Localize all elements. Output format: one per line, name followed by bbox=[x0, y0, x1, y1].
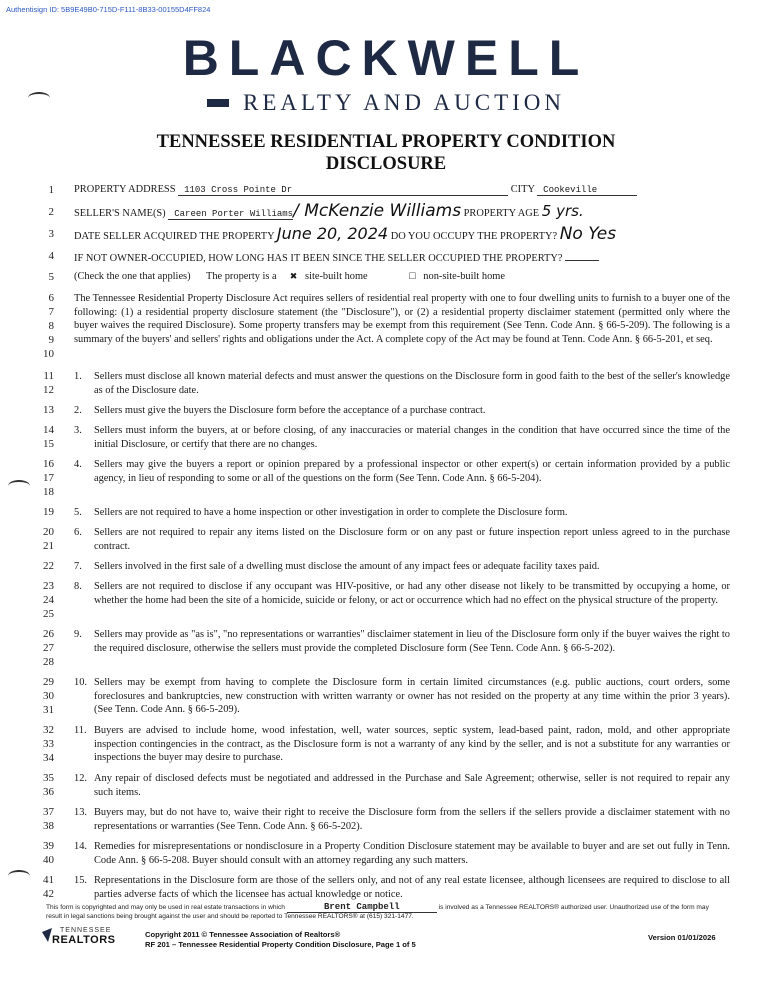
item-text: Buyers are advised to include home, wood infestation, well, water sources, septic system, lead-based paint, radon, mold, and other appropriate inspection contingencies in the contract, as the Disclosure form is not a warranty of any kind by the seller, and is not a substitute for any warranties or inspections the buyer may desire to purchase. bbox=[94, 725, 730, 764]
line-number: 30 bbox=[43, 690, 54, 702]
copyright-notice bbox=[46, 903, 726, 921]
date-acquired-row bbox=[74, 224, 616, 244]
tennessee-realtors-logo bbox=[44, 927, 116, 946]
property-address-field[interactable]: 1103 Cross Pointe Dr bbox=[178, 185, 508, 196]
item-number: 13. bbox=[74, 807, 87, 818]
owner-occupied-row bbox=[74, 250, 599, 264]
list-item bbox=[74, 506, 730, 520]
property-type-row bbox=[74, 271, 505, 282]
line-number: 40 bbox=[43, 854, 54, 866]
line-number: 19 bbox=[43, 506, 54, 518]
line-number: 18 bbox=[43, 486, 54, 498]
line-number: 13 bbox=[43, 404, 54, 416]
copyright-line: Copyright 2011 © Tennessee Association of Realtors® bbox=[145, 930, 341, 939]
line-number: 8 bbox=[48, 320, 54, 332]
item-number: 1. bbox=[74, 371, 82, 382]
line-number: 4 bbox=[48, 250, 54, 262]
hole-punch-mark-icon bbox=[8, 870, 30, 882]
line-number: 39 bbox=[43, 840, 54, 852]
line-number: 12 bbox=[43, 384, 54, 396]
site-built-checkbox[interactable]: ✖ bbox=[289, 271, 298, 281]
list-item bbox=[74, 724, 730, 765]
line-number: 6 bbox=[48, 292, 54, 304]
occupy-field[interactable]: No Yes bbox=[559, 224, 617, 244]
property-age-field[interactable]: 5 yrs. bbox=[541, 202, 584, 220]
line-number: 2 bbox=[48, 206, 54, 218]
item-text: Sellers involved in the first sale of a dwelling must disclose the amount of any impact fees or adequate facility taxes paid. bbox=[94, 561, 600, 572]
item-text: Sellers are not required to repair any items listed on the Disclosure form or on any past or future inspection report unless agreed to in the purchase contract. bbox=[94, 527, 730, 552]
owner-occupied-label: IF NOT OWNER-OCCUPIED, HOW LONG HAS IT BEEN SINCE THE SELLER OCCUPIED THE PROPERTY? bbox=[74, 253, 563, 264]
list-item bbox=[74, 424, 730, 451]
list-item bbox=[74, 370, 730, 397]
item-text: Remedies for misrepresentations or nondisclosure in a Property Condition Disclosure statement may be available to buyer and are set out fully in Tenn. Code Ann. § 66-5-208. Buyer should consult with an attorney regarding any such matters. bbox=[94, 841, 730, 866]
non-site-built-checkbox[interactable]: □ bbox=[409, 271, 416, 282]
line-number: 14 bbox=[43, 424, 54, 436]
form-version: Version 01/01/2026 bbox=[648, 933, 716, 942]
seller-name-label: SELLER'S NAME(S) bbox=[74, 208, 166, 219]
licensee-name-field[interactable]: Brent Campbell bbox=[287, 903, 437, 913]
line-number: 22 bbox=[43, 560, 54, 572]
line-number: 36 bbox=[43, 786, 54, 798]
non-site-built-label: non-site-built home bbox=[423, 271, 505, 282]
item-number: 3. bbox=[74, 425, 82, 436]
line-number: 35 bbox=[43, 772, 54, 784]
city-label: CITY bbox=[510, 184, 535, 195]
item-text: Sellers must give the buyers the Disclosure form before the acceptance of a purchase contract. bbox=[94, 405, 486, 416]
line-number: 21 bbox=[43, 540, 54, 552]
copyright-block bbox=[145, 930, 416, 949]
item-text: Sellers must disclose all known material defects and must answer the questions on the Disclosure form in good faith to the best of the seller's knowledge as of the Disclosure date. bbox=[94, 371, 730, 396]
city-field[interactable]: Cookeville bbox=[537, 185, 637, 196]
list-item bbox=[74, 874, 730, 901]
intro-paragraph: The Tennessee Residential Property Disclosure Act requires sellers of residential real property with one to four dwelling units to furnish to a buyer one of the following: (1) a residential property disclosure statement (the "Disclosure"), or (2) a residential property disclaimer statement (permitted only where the buyer waives the required Disclosure). Some property transfers may be exempt from this requirement (See Tenn. Code Ann. § 66-5-209). The following is a summary of the buyers' and sellers' rights and obligations under the Act. A complete copy of the Act may be found at Tenn. Code Ann. § 66-5-201, et seq. bbox=[74, 293, 730, 345]
list-item bbox=[74, 404, 730, 418]
line-number: 31 bbox=[43, 704, 54, 716]
item-number: 7. bbox=[74, 561, 82, 572]
line-number: 7 bbox=[48, 306, 54, 318]
document-title bbox=[0, 131, 772, 175]
item-number: 12. bbox=[74, 773, 87, 784]
item-number: 2. bbox=[74, 405, 82, 416]
item-text: Any repair of disclosed defects must be negotiated and addressed in the Purchase and Sale Agreement; otherwise, seller is not required to repair any such items. bbox=[94, 773, 730, 798]
line-number: 38 bbox=[43, 820, 54, 832]
logo-name: BLACKWELL bbox=[182, 30, 590, 86]
item-number: 9. bbox=[74, 629, 82, 640]
line-number: 11 bbox=[43, 370, 54, 382]
hole-punch-mark-icon bbox=[8, 480, 30, 492]
line-number: 27 bbox=[43, 642, 54, 654]
line-number: 9 bbox=[48, 334, 54, 346]
title-line-1: TENNESSEE RESIDENTIAL PROPERTY CONDITION bbox=[156, 132, 616, 152]
date-acquired-field[interactable]: June 20, 2024 bbox=[276, 224, 389, 243]
title-line-2: DISCLOSURE bbox=[325, 154, 447, 174]
list-item bbox=[74, 840, 730, 867]
item-number: 10. bbox=[74, 677, 87, 688]
logo-subtitle: REALTY AND AUCTION bbox=[242, 90, 566, 115]
item-text: Sellers may give the buyers a report or opinion prepared by a professional inspector or other expert(s) or certain information provided by a public agency, in lieu of responding to some or all of the questions on the form (See Tenn. Code Ann. § 66-5-204). bbox=[94, 459, 730, 484]
property-address-row bbox=[74, 184, 637, 196]
logo-bar-icon bbox=[207, 99, 229, 107]
realtors-logo-top: TENNESSEE bbox=[60, 927, 112, 934]
item-text: Sellers must inform the buyers, at or before closing, of any inaccuracies or material changes in the condition that have occurred since the time of the initial Disclosure, or certify that there are no changes. bbox=[94, 425, 730, 450]
form-id-line: RF 201 – Tennessee Residential Property Condition Disclosure, Page 1 of 5 bbox=[145, 939, 416, 949]
owner-occupied-field[interactable] bbox=[565, 250, 599, 261]
line-number: 41 bbox=[43, 874, 54, 886]
notice-text-after: is involved as a Tennessee REALTORS® authorized user. Unauthorized use of the form may result in legal sanctions being brought against the user and should be reported to Tennessee REALTORS® at (615) 321-1477. bbox=[46, 904, 709, 920]
item-text: Buyers may, but do not have to, waive their right to receive the Disclosure form from the sellers if the sellers provide a disclaimer statement with no representations or warranties (See Tenn. Code Ann. § 66-5-202). bbox=[94, 807, 730, 832]
item-text: Sellers may be exempt from having to complete the Disclosure form in certain limited circumstances (e.g. public auctions, court orders, some foreclosures and bankruptcies, new construction with written warranty or owner has not resided on the property at any time within the prior 3 years). (See Tenn. Code Ann. § 66-5-209). bbox=[94, 677, 730, 716]
line-number: 17 bbox=[43, 472, 54, 484]
seller-name-row bbox=[74, 201, 584, 221]
property-type-label: The property is a bbox=[205, 271, 277, 282]
site-built-label: site-built home bbox=[305, 271, 368, 282]
realtors-arrow-icon bbox=[42, 928, 56, 942]
line-number: 33 bbox=[43, 738, 54, 750]
line-number: 16 bbox=[43, 458, 54, 470]
property-address-label: PROPERTY ADDRESS bbox=[74, 184, 176, 195]
occupy-label: DO YOU OCCUPY THE PROPERTY? bbox=[390, 231, 558, 242]
item-text: Sellers may provide as "as is", "no representations or warranties" disclaimer statement in lieu of the Disclosure form only if the buyer waives the right to the required disclosure, otherwise the sellers must provide the completed Disclosure form (See Tenn. Code Ann. § 66-5-202). bbox=[94, 629, 730, 654]
list-item bbox=[74, 526, 730, 553]
property-age-label: PROPERTY AGE bbox=[463, 208, 540, 219]
list-item bbox=[74, 580, 730, 607]
list-item bbox=[74, 458, 730, 485]
item-text: Representations in the Disclosure form are those of the sellers only, and not of any real estate licensee, although licensees are required to disclose to all parties adverse facts of which the licensee has actual knowledge or notice. bbox=[94, 875, 730, 900]
item-number: 4. bbox=[74, 459, 82, 470]
line-number: 25 bbox=[43, 608, 54, 620]
line-number: 37 bbox=[43, 806, 54, 818]
seller-name-field[interactable]: Careen Porter Williams bbox=[168, 209, 293, 220]
item-text: Sellers are not required to have a home inspection or other investigation in order to complete the Disclosure form. bbox=[94, 507, 568, 518]
logo-subtitle-row bbox=[0, 90, 772, 116]
line-number: 24 bbox=[43, 594, 54, 606]
item-number: 14. bbox=[74, 841, 87, 852]
list-item bbox=[74, 676, 730, 717]
line-number: 26 bbox=[43, 628, 54, 640]
envelope-id: Authentisign ID: 5B9E49B0-715D-F111-8B33-00155D4FF824 bbox=[6, 5, 211, 14]
line-number: 32 bbox=[43, 724, 54, 736]
company-logo bbox=[0, 30, 772, 116]
line-number: 28 bbox=[43, 656, 54, 668]
item-number: 6. bbox=[74, 527, 82, 538]
list-item bbox=[74, 560, 730, 574]
item-number: 15. bbox=[74, 875, 87, 886]
hole-punch-mark-icon bbox=[28, 92, 50, 104]
list-item bbox=[74, 772, 730, 799]
line-number: 29 bbox=[43, 676, 54, 688]
notice-text-before: This form is copyrighted and may only be used in real estate transactions in which bbox=[46, 904, 285, 911]
line-number: 3 bbox=[48, 228, 54, 240]
item-number: 11. bbox=[74, 725, 87, 736]
seller-name-handwritten: / McKenzie Williams bbox=[293, 201, 462, 221]
item-number: 8. bbox=[74, 581, 82, 592]
line-number: 15 bbox=[43, 438, 54, 450]
list-item bbox=[74, 806, 730, 833]
check-instruction: (Check the one that applies) bbox=[74, 271, 191, 282]
list-item bbox=[74, 628, 730, 655]
item-number: 5. bbox=[74, 507, 82, 518]
date-acquired-label: DATE SELLER ACQUIRED THE PROPERTY bbox=[74, 231, 275, 242]
item-text: Sellers are not required to disclose if any occupant was HIV-positive, or had any other disease not likely to be transmitted by occupying a home, or whether the home had been the site of a homicide, suicide or felony, or act or occurrence which had no effect on the physical structure of the property. bbox=[94, 581, 730, 606]
line-number: 42 bbox=[43, 888, 54, 900]
realtors-logo-bottom: REALTORS bbox=[52, 934, 116, 946]
line-number: 5 bbox=[48, 271, 54, 283]
line-number: 10 bbox=[43, 348, 54, 360]
line-number: 1 bbox=[48, 184, 54, 196]
line-number: 34 bbox=[43, 752, 54, 764]
line-number: 20 bbox=[43, 526, 54, 538]
line-number: 23 bbox=[43, 580, 54, 592]
